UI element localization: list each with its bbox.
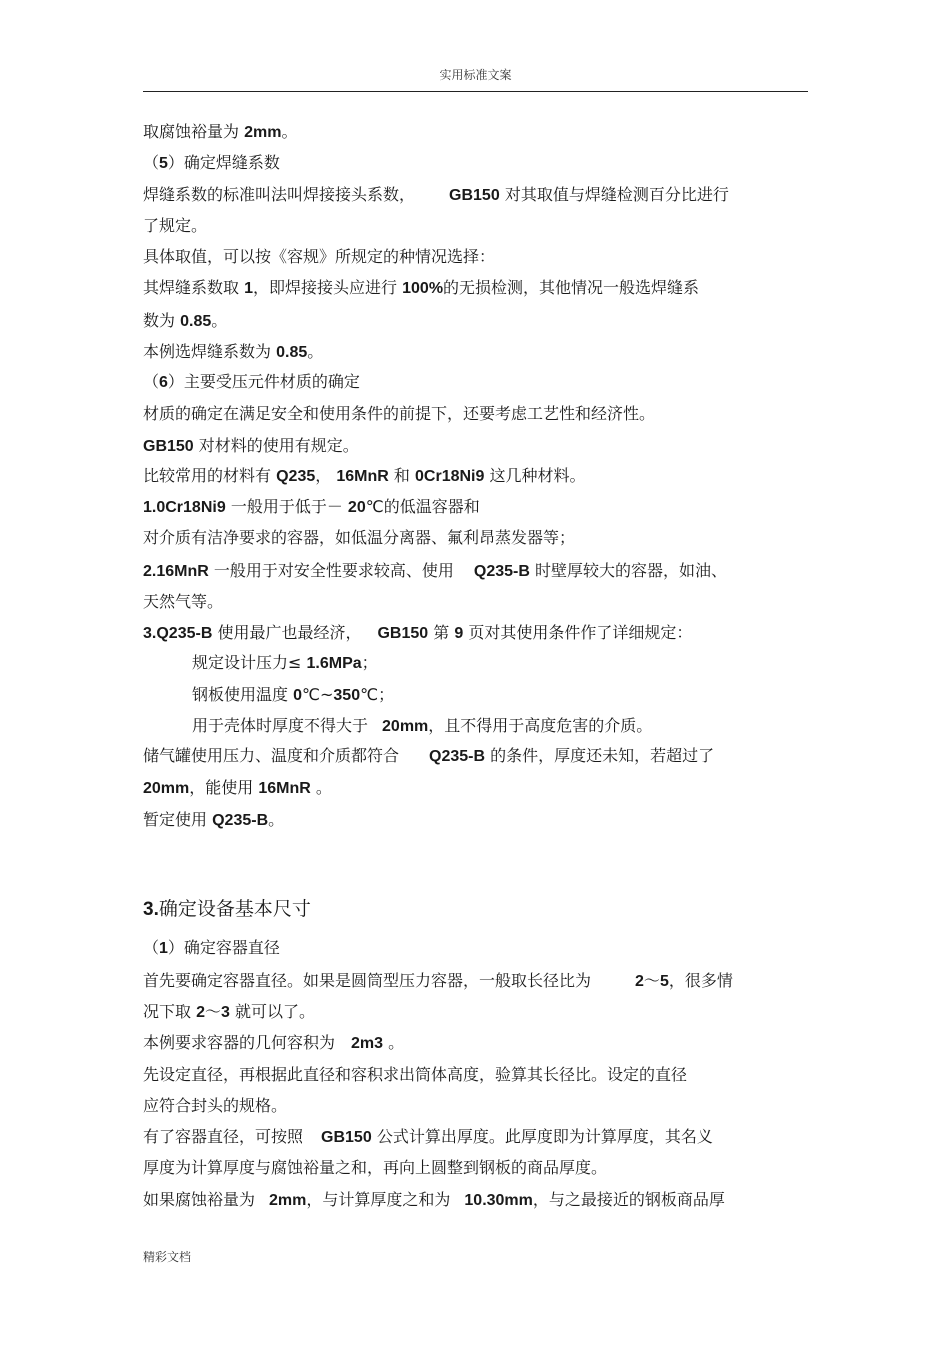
text-line: 数为 0.85。 [143, 311, 228, 330]
page-footer: 精彩文档 [143, 1250, 192, 1264]
text-line: 20mm，能使用 16MnR 。 [143, 778, 332, 797]
text-line: 其焊缝系数取 1，即焊接接头应进行 100%的无损检测，其他情况一般选焊缝系 [143, 278, 700, 297]
text-line: 1.0Cr18Ni9 一般用于低于－ 20℃的低温容器和 [143, 497, 480, 516]
text-line: 材质的确定在满足安全和使用条件的前提下，还要考虑工艺性和经济性。 [143, 404, 656, 423]
text-line: 如果腐蚀裕量为 2mm，与计算厚度之和为 10.30mm，与之最接近的钢板商品厚 [143, 1190, 725, 1209]
subheading: （5）确定焊缝系数 [143, 153, 280, 172]
text-line: 应符合封头的规格。 [143, 1096, 288, 1115]
text-line: 焊缝系数的标准叫法叫焊接接头系数， GB150 对其取值与焊缝检测百分比进行 [143, 185, 729, 204]
text-line: 具体取值，可以按《容规》所规定的种情况选择： [143, 247, 496, 266]
text-line: 3.Q235-B 使用最广也最经济， GB150 第 9 页对其使用条件作了详细规定： [143, 623, 693, 642]
text-line: 本例要求容器的几何容积为 2m3 。 [143, 1033, 405, 1052]
page-header: 实用标准文案 [439, 68, 512, 82]
header-rule [143, 91, 808, 92]
text-line: 对介质有洁净要求的容器，如低温分离器、氟利昂蒸发器等； [143, 528, 576, 547]
text-line: 储气罐使用压力、温度和介质都符合 Q235-B 的条件，厚度还未知，若超过了 [143, 746, 715, 765]
text-line: 况下取 2～3 就可以了。 [143, 1002, 316, 1021]
text-line: 首先要确定容器直径。如果是圆筒型压力容器，一般取长径比为 2～5，很多情 [143, 971, 733, 990]
subheading: （6）主要受压元件材质的确定 [143, 372, 360, 391]
text-line: 比较常用的材料有 Q235， 16MnR 和 0Cr18Ni9 这几种材料。 [143, 466, 586, 485]
text-line: 2.16MnR 一般用于对安全性要求较高、使用 Q235-B 时壁厚较大的容器，如油、 [143, 561, 728, 580]
text-line: 厚度为计算厚度与腐蚀裕量之和，再向上圆整到钢板的商品厚度。 [143, 1158, 608, 1177]
text-line: 先设定直径，再根据此直径和容积求出筒体高度，验算其长径比。设定的直径 [143, 1065, 688, 1084]
text-line: 有了容器直径，可按照 GB150 公式计算出厚度。此厚度即为计算厚度，其名义 [143, 1127, 713, 1146]
text-line: 取腐蚀裕量为 2mm。 [143, 122, 298, 141]
text-line: GB150 对材料的使用有规定。 [143, 436, 359, 455]
text-line: 了规定。 [143, 216, 208, 235]
text-line-indented: 用于壳体时厚度不得大于 20mm，且不得用于高度危害的介质。 [192, 716, 653, 735]
text-line-indented: 钢板使用温度 0℃~350℃； [192, 685, 395, 704]
subheading: （1）确定容器直径 [143, 938, 280, 957]
section-heading: 3.确定设备基本尺寸 [143, 898, 311, 920]
text-line-indented: 规定设计压力≤ 1.6MPa； [192, 653, 378, 672]
text-line: 暂定使用 Q235-B。 [143, 810, 285, 829]
text-line: 天然气等。 [143, 592, 224, 611]
text-line: 本例选焊缝系数为 0.85。 [143, 342, 324, 361]
